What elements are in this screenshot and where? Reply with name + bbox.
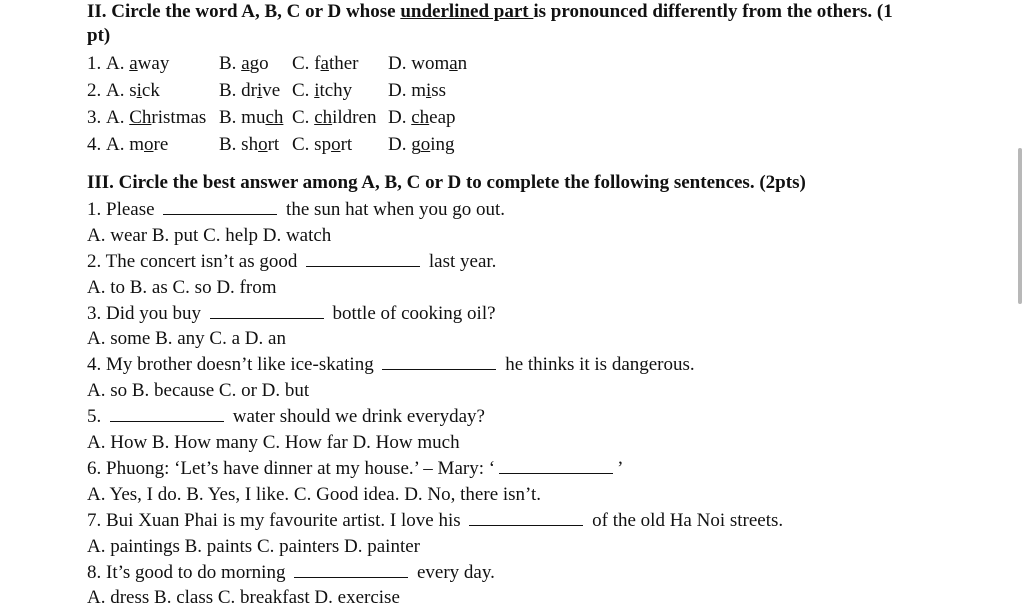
question-sentence: 5. water should we drink everyday? (87, 406, 485, 427)
question-number: 2. (87, 80, 102, 101)
option-d[interactable]: D. miss (388, 80, 447, 101)
answer-blank[interactable] (210, 302, 324, 319)
option-c[interactable]: C. sport (292, 134, 353, 155)
question-number: 3. (87, 107, 102, 128)
option-b[interactable]: B. ago (219, 53, 269, 74)
answer-options[interactable]: A. to B. as C. so D. from (87, 277, 277, 298)
option-d[interactable]: D. cheap (388, 107, 456, 128)
question-number: 1. (87, 53, 102, 74)
scrollbar-thumb[interactable] (1018, 148, 1022, 304)
answer-options[interactable]: A. dress B. class C. breakfast D. exercise (87, 587, 400, 608)
option-c[interactable]: C. father (292, 53, 359, 74)
question-sentence: 2. The concert isn’t as good last year. (87, 251, 497, 272)
option-b[interactable]: B. much (219, 107, 284, 128)
section-3-title: III. Circle the best answer among A, B, C or D to complete the following sentences. (2pts) (87, 172, 806, 193)
answer-options[interactable]: A. so B. because C. or D. but (87, 380, 310, 401)
section-2-points: pt) (87, 25, 111, 46)
option-a[interactable]: A. sick (106, 80, 160, 101)
answer-blank[interactable] (499, 457, 613, 474)
answer-options[interactable]: A. How B. How many C. How far D. How much (87, 432, 460, 453)
answer-blank[interactable] (294, 561, 408, 578)
answer-blank[interactable] (306, 250, 420, 267)
option-b[interactable]: B. short (219, 134, 280, 155)
answer-blank[interactable] (382, 353, 496, 370)
question-number: 4. (87, 134, 102, 155)
question-sentence: 4. My brother doesn’t like ice-skating he thinks it is dangerous. (87, 354, 695, 375)
question-sentence: 8. It’s good to do morning every day. (87, 562, 495, 583)
answer-options[interactable]: A. some B. any C. a D. an (87, 328, 286, 349)
option-a[interactable]: A. more (106, 134, 169, 155)
section-2-title: II. Circle the word A, B, C or D whose underlined part is pronounced differently from the others. (1 (87, 1, 893, 22)
answer-options[interactable]: A. wear B. put C. help D. watch (87, 225, 332, 246)
option-c[interactable]: C. children (292, 107, 377, 128)
option-b[interactable]: B. drive (219, 80, 281, 101)
answer-options[interactable]: A. paintings B. paints C. painters D. painter (87, 536, 420, 557)
option-d[interactable]: D. woman (388, 53, 468, 74)
answer-options[interactable]: A. Yes, I do. B. Yes, I like. C. Good idea. D. No, there isn’t. (87, 484, 542, 505)
option-a[interactable]: A. Christmas (106, 107, 207, 128)
option-c[interactable]: C. itchy (292, 80, 353, 101)
question-sentence: 3. Did you buy bottle of cooking oil? (87, 303, 496, 324)
answer-blank[interactable] (163, 198, 277, 215)
question-sentence: 1. Please the sun hat when you go out. (87, 199, 506, 220)
option-a[interactable]: A. away (106, 53, 170, 74)
answer-blank[interactable] (110, 405, 224, 422)
answer-blank[interactable] (469, 509, 583, 526)
question-sentence: 6. Phuong: ‘Let’s have dinner at my house.’ – Mary: ‘ ’ (87, 458, 624, 479)
question-sentence: 7. Bui Xuan Phai is my favourite artist. I love his of the old Ha Noi streets. (87, 510, 784, 531)
option-d[interactable]: D. going (388, 134, 455, 155)
